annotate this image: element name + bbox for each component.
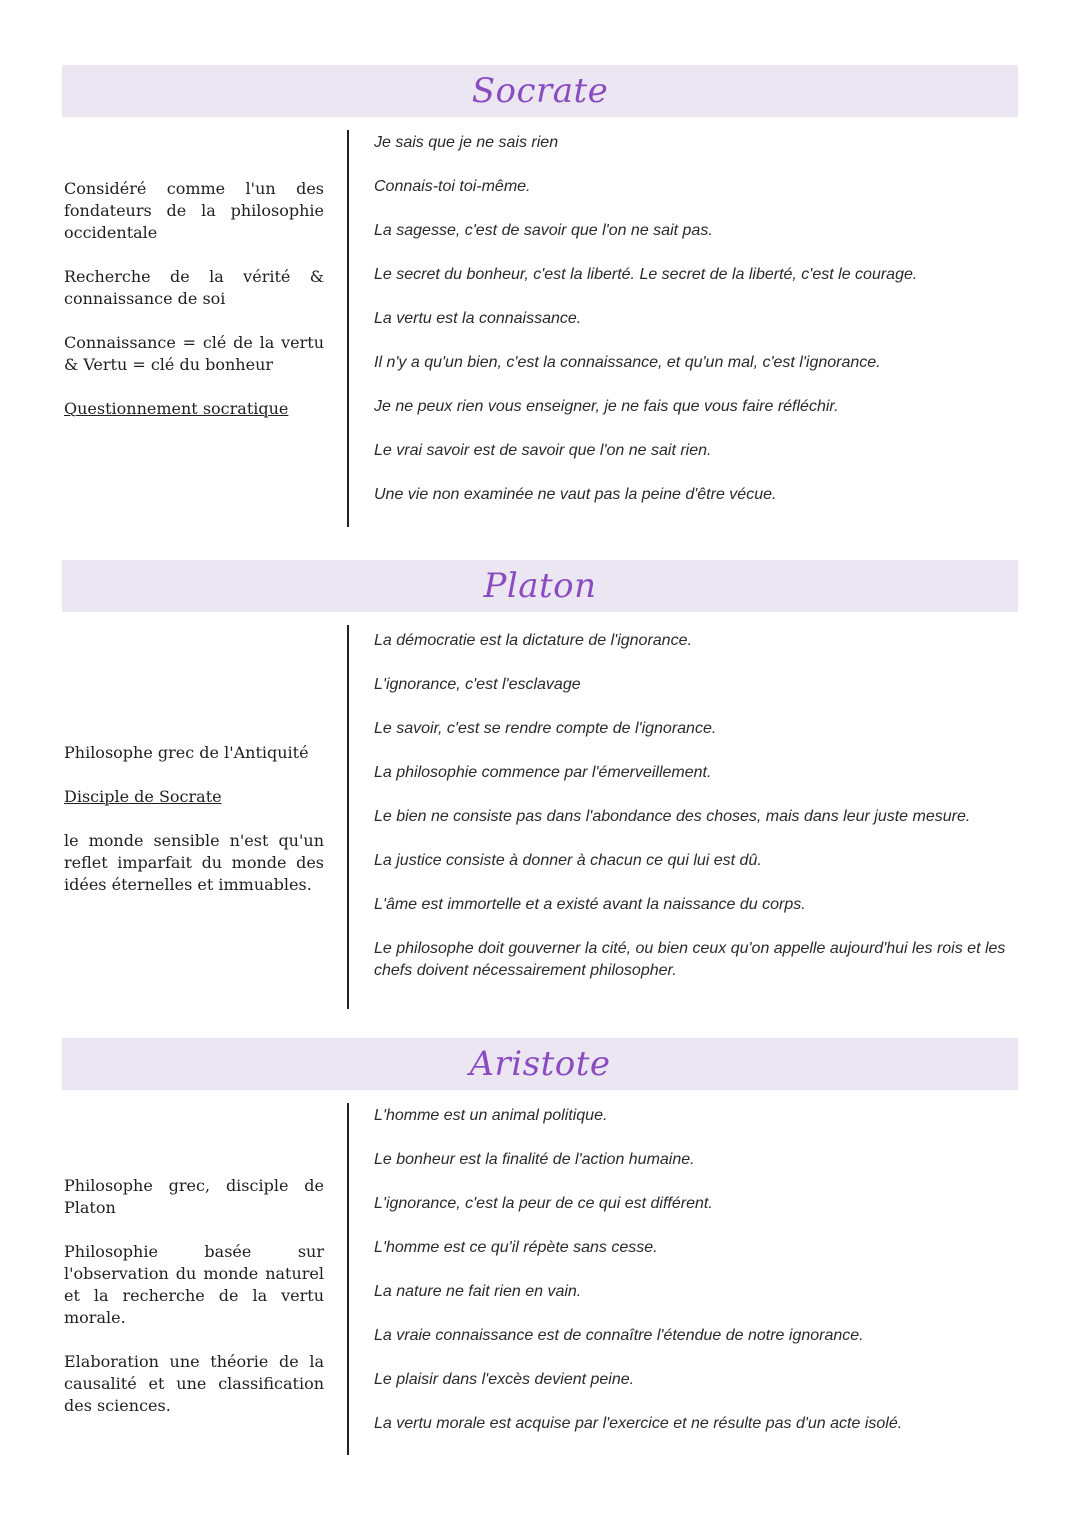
quote: La vertu est la connaissance. (374, 310, 582, 327)
quote: Le vrai savoir est de savoir que l'on ne sait rien. (374, 442, 712, 459)
note: Considéré comme l'un des fondateurs de la philosophie occidentale (64, 179, 324, 242)
note: Recherche de la vérité & connaissance de soi (64, 267, 324, 308)
quote: L'ignorance, c'est la peur de ce qui est différent. (374, 1195, 713, 1212)
quote: L'homme est ce qu'il répète sans cesse. (374, 1239, 658, 1256)
notes-column (64, 742, 324, 918)
quote: Le philosophe doit gouverner la cité, ou bien ceux qu'on appelle aujourd'hui les rois et les chefs doivent nécessairement philosopher. (374, 940, 1006, 979)
quote: Le secret du bonheur, c'est la liberté. Le secret de la liberté, c'est le courage. (374, 266, 918, 283)
quote: La justice consiste à donner à chacun ce qui lui est dû. (374, 852, 762, 869)
column-divider (347, 1103, 349, 1455)
quote: L'ignorance, c'est l'esclavage (374, 676, 581, 693)
section-title: Platon (483, 566, 597, 606)
note: Philosophie basée sur l'observation du monde naturel et la recherche de la vertu morale. (64, 1242, 324, 1327)
notes-column (64, 178, 324, 442)
column-divider (347, 130, 349, 527)
quote: Je sais que je ne sais rien (374, 134, 559, 151)
quote: La philosophie commence par l'émerveillement. (374, 764, 712, 781)
column-divider (347, 625, 349, 1009)
section-title: Socrate (471, 71, 609, 111)
quotes-column (374, 1105, 1014, 1457)
quote: Le bien ne consiste pas dans l'abondance des choses, mais dans leur juste mesure. (374, 808, 971, 825)
note: Questionnement socratique (64, 399, 289, 418)
note: Elaboration une théorie de la causalité et une classification des sciences. (64, 1352, 324, 1415)
section-title: Aristote (469, 1044, 611, 1084)
quote: La démocratie est la dictature de l'ignorance. (374, 632, 692, 649)
quote: La nature ne fait rien en vain. (374, 1283, 582, 1300)
quote: L'homme est un animal politique. (374, 1107, 608, 1124)
quotes-column (374, 630, 1014, 1004)
section-banner (62, 1038, 1018, 1090)
quote: La vraie connaissance est de connaître l'étendue de notre ignorance. (374, 1327, 864, 1344)
quote: Le savoir, c'est se rendre compte de l'ignorance. (374, 720, 717, 737)
quote: La sagesse, c'est de savoir que l'on ne sait pas. (374, 222, 713, 239)
section-banner (62, 560, 1018, 612)
notes-column (64, 1175, 324, 1439)
note: Disciple de Socrate (64, 787, 222, 806)
section-banner (62, 65, 1018, 117)
quote: Connais-toi toi-même. (374, 178, 531, 195)
quote: L'âme est immortelle et a existé avant la naissance du corps. (374, 896, 806, 913)
quote: Le plaisir dans l'excès devient peine. (374, 1371, 635, 1388)
note: Philosophe grec de l'Antiquité (64, 743, 309, 762)
quotes-column (374, 132, 1014, 528)
note: Connaissance = clé de la vertu & Vertu = clé du bonheur (64, 333, 324, 374)
note: Philosophe grec, disciple de Platon (64, 1176, 324, 1217)
quote: Le bonheur est la finalité de l'action humaine. (374, 1151, 695, 1168)
quote: Une vie non examinée ne vaut pas la peine d'être vécue. (374, 486, 777, 503)
quote: La vertu morale est acquise par l'exercice et ne résulte pas d'un acte isolé. (374, 1415, 903, 1432)
note: le monde sensible n'est qu'un reflet imparfait du monde des idées éternelles et immuables. (64, 831, 324, 894)
quote: Je ne peux rien vous enseigner, je ne fais que vous faire réfléchir. (374, 398, 839, 415)
quote: Il n'y a qu'un bien, c'est la connaissance, et qu'un mal, c'est l'ignorance. (374, 354, 881, 371)
